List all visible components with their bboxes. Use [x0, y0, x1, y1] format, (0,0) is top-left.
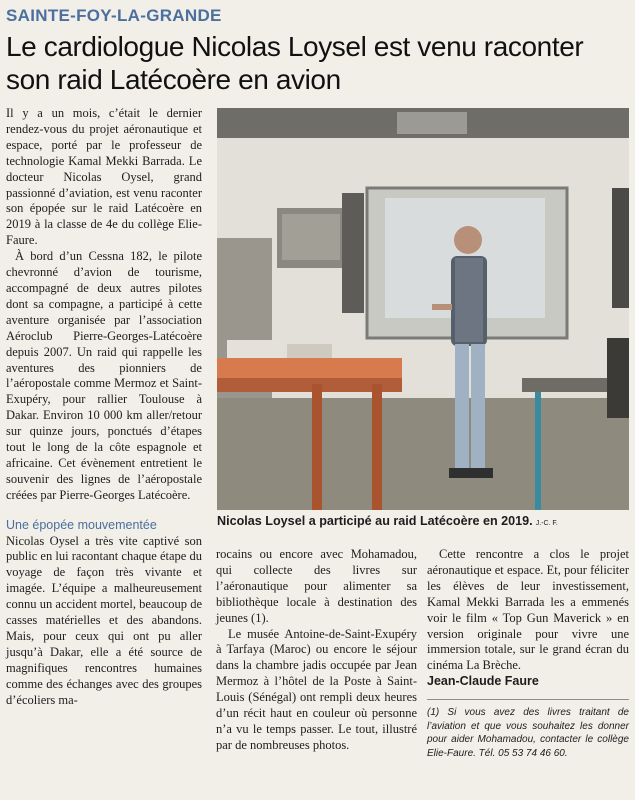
- paragraph-musee: Le musée Antoine-de-Saint-Exupéry à Tarfaya (Maroc) ou encore le séjour dans la chambre jadis occupée par Jean Mermoz à l’hôtel de la Poste à Saint-Louis (Sénégal) ont rempli deux heures d’un récit haut en couleur où personne n’a vu le temps passer. Le tout, illustré par de nombreuses photos.: [216, 626, 417, 752]
- caption-text: Nicolas Loysel a participé au raid Latécoère en 2019.: [217, 514, 533, 528]
- photo-caption: [217, 514, 629, 528]
- column-middle: [216, 547, 417, 754]
- footnote: (1) Si vous avez des livres traitant de l’aviation et que vous souhaitez les donner pour aider Mohamadou, contacter le collège Elie-Faure. Tél. 05 53 74 46 60.: [427, 707, 629, 759]
- paragraph-cessna: À bord d’un Cessna 182, le pilote chevronné d’avion de tourisme, accompagné de deux autres pilotes dont sa compagne, a participé à cette aventure organisée par l’association Aéroclub Pierre-Georges-Latécoère depuis 2007. Un raid qui rappelle les aventures des pionniers de l’aéropostale comme Mermoz et Saint-Exupéry, pour rallier Toulouse à Dakar. Environ 10 000 km aller/retour sur quinze jours, ponctués d’étapes tout le long de la côte espagnole et africaine. Cet évènement entretient le souvenir des lignes de l’aéropostale créées par Pierre-Georges Latécoère.: [6, 249, 202, 502]
- classroom-photo-illustration: [217, 108, 629, 510]
- paragraph-intro: Il y a un mois, c’était le dernier rendez-vous du projet aéronautique et espace, porté par le professeur de technologie Kamal Mekki Barrada. Le docteur Nicolas Oysel, grand passionné d’aviation, est venu raconter son épopée sur le raid Latécoère en 2019 à la classe de 4e du collège Elie-Faure.: [6, 106, 202, 248]
- subheading: Une épopée mouvementée: [6, 517, 157, 532]
- paragraph-mohamadou: rocains ou encore avec Mohamadou, qui collecte des livres sur l’aéronautique pour alimenter sa bibliothèque locale à destination des jeunes (1).: [216, 547, 417, 625]
- footnote-divider: [427, 699, 629, 700]
- column-left: [6, 106, 202, 709]
- photo-credit: J.-C. F.: [535, 520, 558, 527]
- article-photo: [217, 108, 629, 510]
- headline: Le cardiologue Nicolas Loysel est venu raconter son raid Latécoère en avion: [6, 31, 584, 95]
- paragraph-epopee: Nicolas Oysel a très vite captivé son public en lui racontant chaque étape du voyage de façon très vivante et imagée. L’équipe a malheureusement connu un accident mortel, beaucoup de casses matérielles et des abandons. Mais, pour ceux qui ont pu aller jusqu’à Dakar, elle a été source de magnifiques rencontres humaines comme des échanges avec des groupes d’écoliers ma-: [6, 533, 202, 707]
- paragraph-conclusion: Cette rencontre a clos le projet aéronautique et espace. Et, pour féliciter les élèves de leur investissement, Kamal Mekki Barrada les a emmenés voir le film « Top Gun Maverick » en version originale pour vivre une immersion totale, sur le grand écran du cinéma La Brèche.: [427, 547, 629, 673]
- column-right: [427, 547, 629, 761]
- author-signature: Jean-Claude Faure: [427, 674, 539, 689]
- kicker-location: SAINTE-FOY-LA-GRANDE: [6, 6, 222, 25]
